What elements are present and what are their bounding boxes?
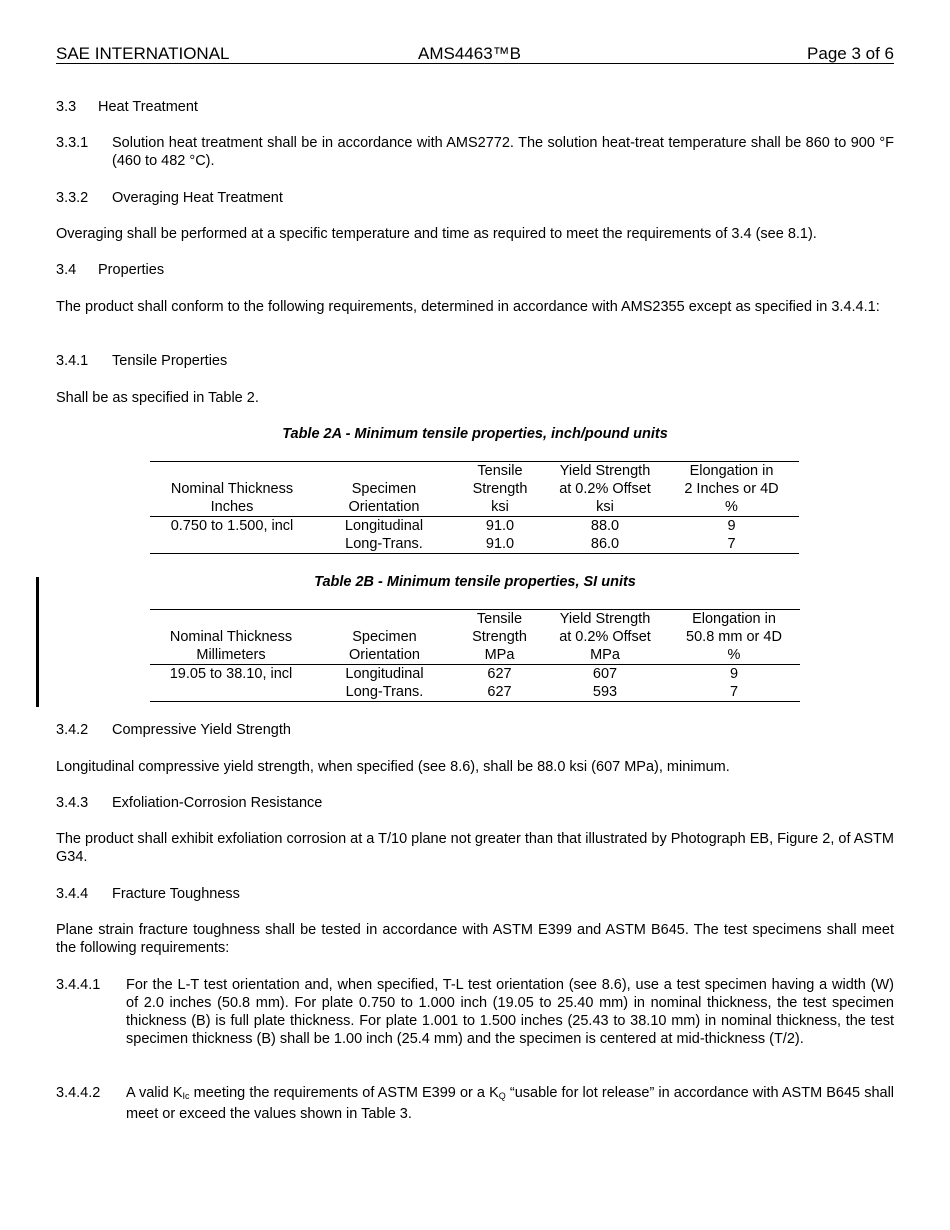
table-header-cell: MPa [457, 646, 542, 665]
table-2a [150, 461, 799, 554]
text-run: “usable for lot release” in accordance with ASTM B645 shall meet or exceed the values shown in Table 3. [126, 1085, 895, 1122]
section-title: Properties [98, 262, 165, 278]
section-3-3-1-text: Solution heat treatment shall be in accordance with AMS2772. The solution heat-treat temperature shall be 860 to 900 °F (460 to 482 °C). [112, 135, 894, 169]
section-number: 3.4.3 [56, 795, 89, 811]
section-number: 3.4 [56, 262, 77, 278]
table-row [150, 683, 800, 702]
section-3-4-1-heading [56, 352, 227, 370]
section-3-4-4-text: Plane strain fracture toughness shall be tested in accordance with ASTM E399 and ASTM B645. The test specimens shall meet the following requirements: [56, 922, 894, 956]
section-3-3-2-text: Overaging shall be performed at a specific temperature and time as required to meet the requirements of 3.4 (see 8.1). [56, 226, 817, 242]
table-header-cell: ksi [546, 498, 664, 517]
table-cell: 7 [664, 535, 799, 554]
table-header-cell: 50.8 mm or 4D [686, 629, 782, 645]
section-3-4-1-text: Shall be as specified in Table 2. [56, 390, 259, 406]
table-cell: 86.0 [546, 535, 664, 554]
table-cell: Longitudinal [344, 518, 424, 534]
table-header-cell: 2 Inches or 4D [684, 481, 779, 497]
section-3-4-2-heading [56, 721, 291, 739]
header-doc-number: AMS4463™B [418, 44, 521, 63]
table-header-cell: Strength [472, 481, 528, 497]
table-header-cell: MPa [542, 646, 668, 665]
section-3-3-2-heading [56, 189, 283, 207]
table-header-cell: Specimen [352, 629, 417, 645]
table-cell: 91.0 [485, 518, 515, 534]
section-3-4-4-2-text [126, 1084, 894, 1123]
table-cell [150, 683, 312, 702]
table-header-cell: Specimen [351, 481, 417, 497]
section-3-4-heading [56, 261, 164, 279]
text-run: A valid K [126, 1085, 183, 1101]
table-2b-caption: Table 2B - Minimum tensile properties, SI units [314, 574, 636, 590]
table-cell: 9 [729, 666, 739, 682]
section-title: Overaging Heat Treatment [112, 190, 283, 206]
text-run: meeting the requirements of ASTM E399 or a K [189, 1085, 499, 1101]
section-title: Exfoliation-Corrosion Resistance [112, 795, 323, 811]
table-cell: Long-Trans. [314, 535, 454, 554]
table-2a-caption: Table 2A - Minimum tensile properties, inch/pound units [282, 426, 668, 442]
table-header-cell: Yield Strength [546, 462, 664, 481]
revision-change-bar [36, 577, 39, 707]
table-header-cell: Elongation in [664, 462, 799, 481]
header-org: SAE INTERNATIONAL [56, 44, 230, 63]
table-cell: 607 [592, 666, 618, 682]
table-cell: 91.0 [454, 535, 546, 554]
section-number: 3.3.2 [56, 190, 89, 206]
table-header-cell: Tensile [457, 610, 542, 629]
section-title: Heat Treatment [98, 99, 198, 115]
section-3-4-2-text: Longitudinal compressive yield strength, when specified (see 8.6), shall be 88.0 ksi (607 MPa), minimum. [56, 759, 730, 775]
table-header-cell: Orientation [312, 646, 457, 665]
table-header-cell: Inches [150, 498, 314, 517]
subscript: Q [498, 1091, 506, 1101]
subscript: Ic [182, 1091, 190, 1101]
section-3-4-4-1-text: For the L-T test orientation and, when specified, T-L test orientation (see 8.6), use a test specimen having a width (W) of 2.0 inches (50.8 mm). For plate 0.750 to 1.000 inch (19.05 to 25.40 mm) in nominal thickness, the test specimen thickness (B) is full plate thickness. For plate 1.001 to 1.500 inches (25.43 to 38.10 mm) in nominal thickness, the test specimen thickness (B) shall be 1.00 inch (25.4 mm) and the specimen is centered at mid-thickness (T/2). [126, 977, 894, 1047]
table-header-cell: Tensile [454, 462, 546, 481]
header-rule [56, 63, 894, 64]
section-3-3-heading [56, 98, 198, 116]
section-title: Compressive Yield Strength [112, 722, 291, 738]
table-header-cell: Strength [472, 629, 527, 645]
table-cell: 7 [668, 683, 800, 702]
table-cell: 593 [542, 683, 668, 702]
table-header-cell: Elongation in [668, 610, 800, 629]
table-cell: Longitudinal [345, 666, 424, 682]
table-header-cell: at 0.2% Offset [559, 629, 651, 645]
section-title: Tensile Properties [112, 353, 228, 369]
table-2b [150, 609, 800, 702]
table-header-cell: at 0.2% Offset [559, 481, 651, 497]
table-cell: 9 [727, 518, 736, 534]
section-3-4-3-text: The product shall exhibit exfoliation corrosion at a T/10 plane not greater than that illustrated by Photograph EB, Figure 2, of ASTM G34. [56, 831, 894, 865]
section-3-4-4-2-number: 3.4.4.2 [56, 1085, 101, 1101]
section-title: Fracture Toughness [112, 886, 240, 902]
table-header-cell: Yield Strength [542, 610, 668, 629]
table-header-cell: % [664, 498, 799, 517]
table-header-cell [312, 610, 457, 629]
table-cell: 0.750 to 1.500, incl [170, 518, 294, 534]
table-header-cell: ksi [454, 498, 546, 517]
table-cell [150, 535, 314, 554]
table-cell: 627 [487, 666, 512, 682]
section-number: 3.4.1 [56, 353, 89, 369]
table-header-cell: Millimeters [150, 646, 312, 665]
section-number: 3.4.4 [56, 886, 89, 902]
table-header-cell [150, 610, 312, 629]
table-header-cell [314, 462, 454, 481]
table-cell: 88.0 [590, 518, 620, 534]
section-3-4-4-1-number: 3.4.4.1 [56, 977, 101, 993]
table-cell: 19.05 to 38.10, incl [169, 666, 293, 682]
table-row [150, 665, 800, 684]
table-row [150, 517, 799, 536]
section-3-4-4-heading [56, 885, 240, 903]
table-row [150, 535, 799, 554]
section-3-3-1-number: 3.3.1 [56, 135, 89, 151]
table-header-cell [150, 462, 314, 481]
header-page-number: Page 3 of 6 [807, 44, 894, 63]
table-header-cell: Nominal Thickness [170, 481, 294, 497]
table-cell: 627 [457, 683, 542, 702]
table-header-cell: % [668, 646, 800, 665]
section-number: 3.4.2 [56, 722, 89, 738]
section-3-4-3-heading [56, 794, 322, 812]
table-header-cell: Orientation [314, 498, 454, 517]
table-cell: Long-Trans. [312, 683, 457, 702]
table-header-cell: Nominal Thickness [169, 629, 293, 645]
section-number: 3.3 [56, 99, 77, 115]
section-3-4-text: The product shall conform to the following requirements, determined in accordance with AMS2355 except as specified in 3.4.4.1: [56, 299, 880, 315]
